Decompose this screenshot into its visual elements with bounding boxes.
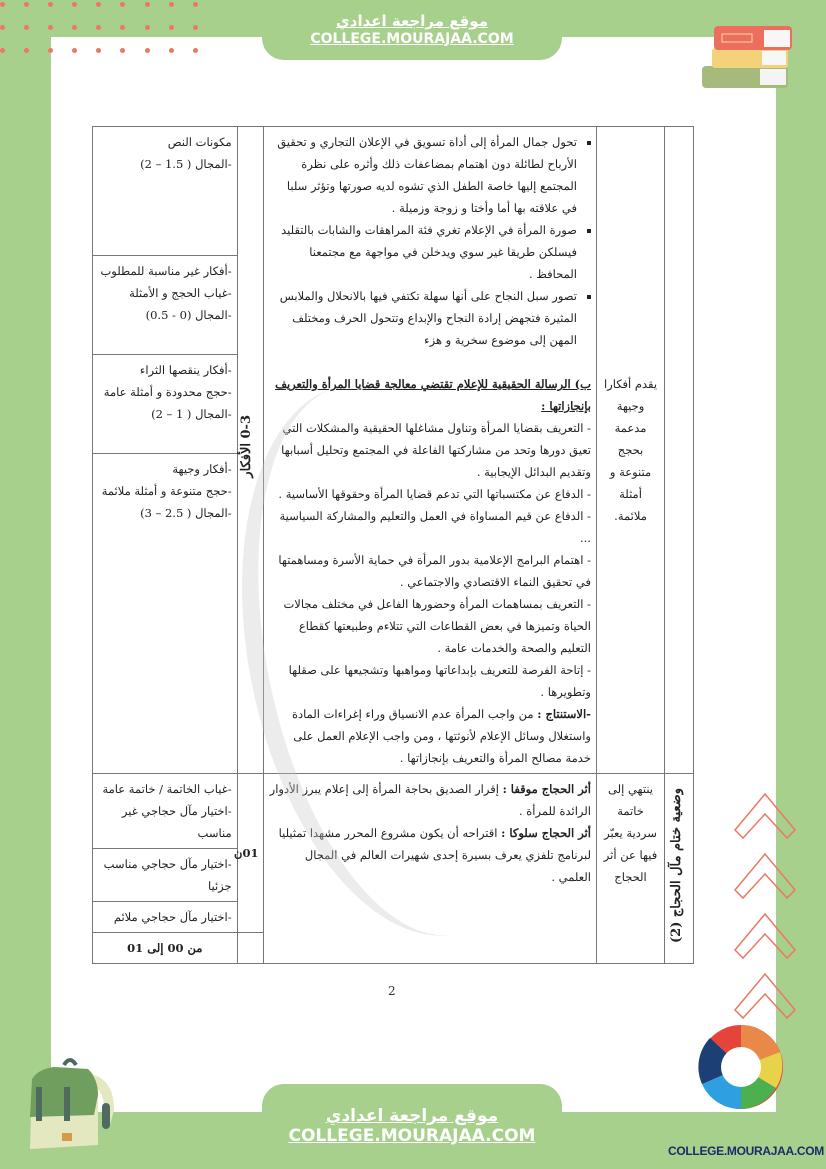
- site-url-link[interactable]: COLLEGE.MOURAJAA.COM: [310, 30, 514, 47]
- criteria-line: -اختيار مآل حجاجي ملائم: [113, 910, 232, 924]
- range-total: من 00 إلى 01: [127, 941, 203, 955]
- category-cell: [665, 774, 694, 964]
- criteria-line: -حجج متنوعة و أمثلة ملائمة: [101, 484, 232, 498]
- frame-left: [0, 0, 51, 1169]
- table-row: [93, 774, 694, 849]
- criteria-line: مكونات النص: [167, 135, 232, 149]
- site-name-arabic[interactable]: موقع مراجعة اعدادي: [336, 12, 488, 31]
- criteria-cell: [93, 127, 238, 256]
- point-item: - إتاحة الفرصة للتعريف بإبداعاتها ومواهبها وتشجيعها على صقلها وتطويرها .: [288, 663, 591, 699]
- indicator-cell: [596, 127, 664, 774]
- college-logo-icon: [696, 1022, 786, 1112]
- criteria-line: -غياب الحجج و الأمثلة: [129, 286, 232, 300]
- criteria-line: -اختيار مآل حجاجي مناسب جزئيا: [103, 857, 232, 893]
- books-stack-icon: [698, 14, 798, 90]
- behavior-label: أثر الحجاج سلوكا :: [501, 826, 591, 840]
- stance-text: إقرار الصديق بحاجة المرأة إلى إعلام يبرز الأدوار الرائدة للمرأة .: [269, 782, 591, 818]
- category-cell: [665, 127, 694, 774]
- logo-text: COLLEGE.MOURAJAA.COM: [667, 1144, 824, 1158]
- criteria-line: -أفكار وجيهة: [172, 462, 232, 476]
- header-site-banner[interactable]: [262, 0, 562, 60]
- criteria-line: -المجال ( 1.5 – 2): [140, 157, 232, 171]
- conclusion-label: -الاستنتاج :: [537, 707, 591, 721]
- criteria-line: -أفكار غير مناسبة للمطلوب: [100, 264, 232, 278]
- score-label: 01ن: [233, 846, 259, 860]
- behavior-text: اقتراحه أن يكون مشروع المحرر مشهدا تمثيليا لبرنامج تلفزي يعرف بسيرة إحدى شهيرات العالم في المجال العلمي .: [278, 826, 591, 884]
- criteria-line: -غياب الخاتمة / خاتمة عامة: [102, 782, 232, 796]
- conclusion-text: من واجب المرأة عدم الانسياق وراء إغراءات المادة واستغلال وسائل الإعلام لأنوثتها ، ومن واجب الإعلام العمل على خدمة مصالح المرأة والتعريف بإنجازاتها .: [291, 707, 591, 765]
- site-name-arabic[interactable]: موقع مراجعة اعدادي: [325, 1105, 499, 1126]
- criteria-cell: [93, 849, 238, 902]
- point-item: - الدفاع عن قيم المساواة في العمل والتعليم والمشاركة السياسية ...: [279, 509, 591, 545]
- point-item: - اهتمام البرامج الإعلامية بدور المرأة في حماية الأسرة ومساهمتها في تحقيق النماء الاقتصادي والاجتماعي .: [278, 553, 591, 589]
- chevron-up-decor-icon: [733, 790, 797, 1030]
- decorative-dots: [0, 0, 210, 60]
- indicator-text: يقدم أفكارا وجيهة مدعمة بحجج متنوعة و أمثلة ملائمة.: [603, 377, 658, 523]
- criteria-line: -المجال ( 1 – 2): [151, 407, 232, 421]
- criteria-cell: [93, 256, 238, 355]
- criteria-line: -المجال (0 - 0.5): [145, 308, 232, 322]
- table-row: [93, 127, 694, 256]
- criteria-line: -اختيار مآل حجاجي غير مناسب: [121, 804, 232, 840]
- criteria-cell: [93, 454, 238, 774]
- criteria-cell: [93, 902, 238, 933]
- bullet-item: ▪ تصور سبل النجاح على أنها سهلة تكتفي فيها بالانحلال والملابس المثيرة فتجهض إرادة النجاح والإبداع وتتحول الحرف ومختلف المهن إلى موضوع سخرية و هزء: [269, 285, 577, 351]
- criteria-cell: [93, 774, 238, 849]
- criteria-line: -أفكار ينقصها الثراء: [139, 363, 232, 377]
- site-url-link[interactable]: COLLEGE.MOURAJAA.COM: [288, 1125, 536, 1146]
- score-cell: [233, 774, 264, 933]
- point-item: - التعريف بمساهمات المرأة وحضورها الفاعل في مختلف مجالات الحياة وتميزها في بعض القطاعات التي تتلاءم وطبيعتها كقطاع التعليم والصحة والخدمات عامة .: [283, 597, 591, 655]
- score-label: 0-3 الأفكار: [239, 415, 255, 478]
- score-cell: [237, 127, 264, 774]
- footer-site-banner[interactable]: [262, 1084, 562, 1169]
- indicator-cell: [596, 774, 664, 964]
- bullet-item: ▪ تحول جمال المرأة إلى أداة تسويق في الإعلان التجاري و تحقيق الأرباح لطائلة دون اهتمام بمضاعفات ذلك وأثره على نظرة المجتمع إليها خاصة الطفل الذي تشوه لديه صورتها وتؤثر سلبا في علاقته بها أما وأختا و زوجة وزميلة .: [269, 131, 577, 219]
- point-item: - الدفاع عن مكتسباتها التي تدعم قضايا المرأة وحقوقها الأساسية .: [278, 487, 591, 501]
- section-title: ب) الرسالة الحقيقية للإعلام تقتضي معالجة قضايا المرأة والتعريف بإنجازاتها :: [275, 377, 591, 413]
- stance-label: أثر الحجاج موقفا :: [502, 782, 591, 796]
- criteria-line: -المجال ( 2.5 – 3): [140, 506, 232, 520]
- grading-table: [92, 126, 694, 964]
- criteria-line: -حجج محدودة و أمثلة عامة: [103, 385, 232, 399]
- range-total-cell: [93, 933, 238, 964]
- page-number: 2: [388, 984, 396, 998]
- content-bullets: [269, 131, 591, 351]
- content-cell: [264, 127, 597, 774]
- indicator-text: ينتهي إلى خاتمة سردية يعبّر فيها عن أثر الحجاج: [603, 782, 658, 884]
- backpack-icon: [14, 1055, 114, 1155]
- category-label: وضعية ختام مآل الحجاج (2): [669, 787, 684, 943]
- criteria-cell: [93, 355, 238, 454]
- content-cell: [264, 774, 597, 964]
- point-item: - التعريف بقضايا المرأة وتناول مشاغلها الحقيقية والمشكلات التي تعيق دورها وتحد من مشاركتها الفاعلة في المجتمع وتحليل أسبابها وتقديم البدائل الإيجابية .: [281, 421, 591, 479]
- bullet-item: ▪ صورة المرأة في الإعلام تغري فئة المراهقات والشابات بالتقليد فيسلكن طريقا غير سوي ويدخلن في مواجهة مع مجتمعنا المحافظ .: [269, 219, 577, 285]
